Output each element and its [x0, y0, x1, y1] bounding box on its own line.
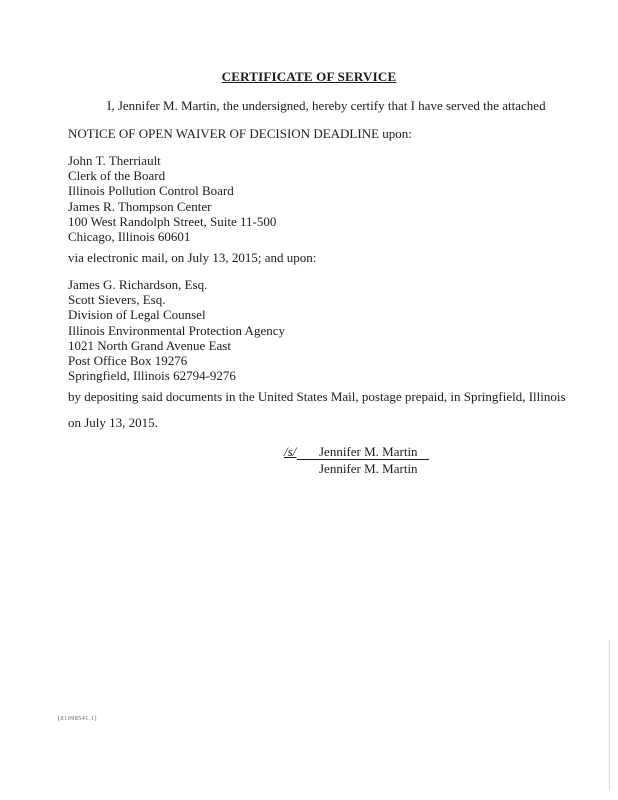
- address-line: Illinois Pollution Control Board: [68, 183, 234, 199]
- address-line: Scott Sievers, Esq.: [68, 292, 166, 308]
- signature-printed-name: Jennifer M. Martin: [319, 461, 418, 476]
- recipient-1-address: [68, 153, 276, 244]
- notice-line: NOTICE OF OPEN WAIVER OF DECISION DEADLINE upon:: [68, 126, 412, 141]
- document-title: CERTIFICATE OF SERVICE: [221, 69, 397, 84]
- address-line: Division of Legal Counsel: [68, 307, 206, 323]
- deposit-line: by depositing said documents in the United States Mail, postage prepaid, in Springfield, Illinois: [68, 389, 566, 404]
- address-line: 100 West Randolph Street, Suite 11-500: [68, 213, 277, 229]
- address-line: John T. Therriault: [68, 153, 161, 168]
- recipient-2-address: [68, 277, 285, 383]
- address-line: 1021 North Grand Avenue East: [68, 337, 231, 353]
- intro-line: I, Jennifer M. Martin, the undersigned, hereby certify that I have served the attached: [107, 98, 546, 113]
- address-line: Springfield, Illinois 62794-9276: [68, 368, 236, 384]
- scan-edge-line: [609, 640, 610, 790]
- via-email-line: via electronic mail, on July 13, 2015; and upon:: [68, 250, 317, 265]
- address-line: Clerk of the Board: [68, 168, 166, 184]
- address-line: Illinois Environmental Protection Agency: [68, 322, 285, 338]
- address-line: James R. Thompson Center: [68, 198, 212, 214]
- address-line: Post Office Box 19276: [68, 353, 188, 369]
- document-reference-code: {S1098541.1}: [57, 716, 98, 722]
- signature-signed-name: Jennifer M. Martin: [297, 444, 429, 460]
- date-line: on July 13, 2015.: [68, 415, 158, 430]
- signature-prefix: /s/: [284, 444, 297, 459]
- address-line: Chicago, Illinois 60601: [68, 229, 191, 245]
- address-line: James G. Richardson, Esq.: [68, 277, 208, 292]
